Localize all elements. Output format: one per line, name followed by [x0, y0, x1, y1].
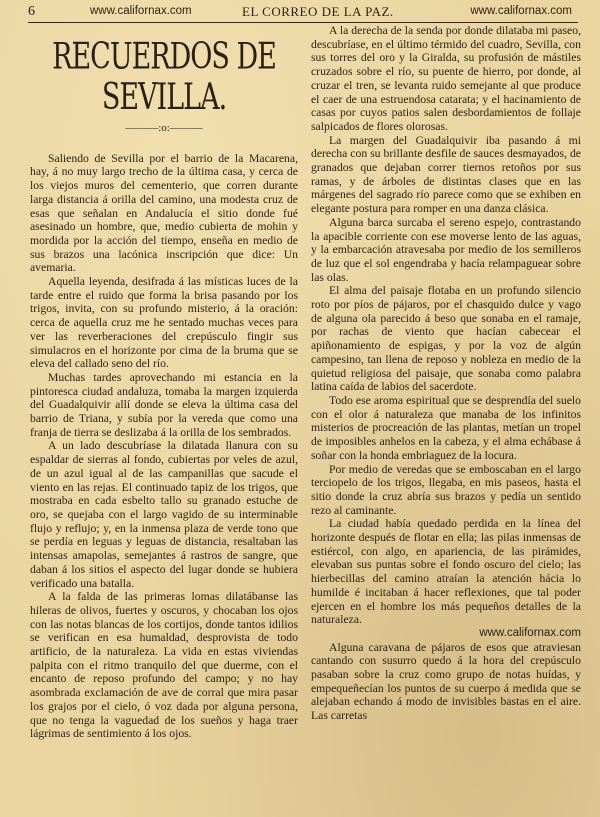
paragraph: Alguna barca surcaba el sereno espejo, contrastando la apacible corriente con ese moverse lento de las aguas, y la embarcación atravesaba por medio de los semilleros de luz que el sol engendraba y hacía relampaguear sobre las olas.	[311, 215, 581, 284]
left-column	[30, 24, 298, 741]
paragraph: Muchas tardes aprovechando mi estancia en la pintoresca ciudad andaluza, tomaba la margen izquierda del Guadalquivir allí donde se eleva la última casa del barrio de Triana, y subía por la vereda que como una franja de tierra se deslizaba á la orilla de los sembrados.	[30, 370, 298, 439]
watermark-url: www.californax.com	[479, 626, 581, 639]
article-title: RECUERDOS DE SEVILLA.	[52, 36, 276, 119]
header-url-left: www.californax.com	[90, 5, 192, 17]
paragraph: El alma del paisaje flotaba en un profundo silencio roto por píos de pájaros, por el chasquido dulce y vago de alguna ola parecido á beso que sonaba en el ramaje, por rachas de viento que hacían cabecear el apiñonamiento de espigas, y por la voz de algún campesino, tan llena de reposo y nobleza en medio de la quietud religiosa del paisaje, que sonaba como palabra latina caída de labios del sacerdote.	[311, 284, 581, 394]
header-rule	[28, 22, 578, 23]
right-column	[311, 24, 581, 723]
paragraph: A la derecha de la senda por donde dilataba mi paseo, descubríase, en el último térmido del cuadro, Sevilla, con sus torres del oro y la Giralda, su profusión de mástiles cruzados sobre el río, su puente de hierro, por donde, al cruzar el tren, se levanta ruido semejante al que produce el caer de una estruendosa catarata; y el hacinamiento de casas por cuyos patios salen desbordamientos de follaje salpicados de flores olorosas.	[311, 24, 581, 133]
paragraph: Alguna caravana de pájaros de esos que atraviesan cantando con susurro quedo á la hora del crepúsculo pasaban sobre la cruz como grupo de notas huídas, y empequeñecían los puntos de su cuerpo á medida que se alejaban echando á modo de invisibles bastas en el aire. Las carretas	[311, 640, 581, 723]
page-number: 6	[28, 4, 35, 19]
paragraph: La margen del Guadalquivir iba pasando á mi derecha con su brillante desfile de sauces desmayados, de granados que dejaban correr tiernos retoños por sus ramas, y de árboles de distintas clases que en las márgenes del sagrado río parece como que se exhiben en elegante postura para romper en una danza clásica.	[311, 133, 581, 216]
paragraph: La ciudad había quedado perdida en la línea del horizonte después de flotar en ella; las pilas inmensas de estiércol, con algo, en apariencia, de las pirámides, elevaban sus puntas sobre el fondo oscuro del cielo; las hierbecillas del camino atraían la atención hácia lo humilde é incitaban á hacer reflexiones, que tal poder ejercen en el hombre los más pequeños detalles de la naturaleza.	[311, 517, 581, 627]
header-url-right: www.californax.com	[470, 5, 572, 17]
page-header	[28, 4, 572, 22]
newspaper-name: EL CORREO DE LA PAZ.	[242, 4, 394, 19]
paragraph: A un lado descubríase la dilatada llanura con su espaldar de sierras al fondo, cubiertas por veles de azul, de un azul igual al de las campanillas que sacude el viento en las rejas. El continuado tapiz de los trigos, que mostraba en cada esbelto tallo su granado estuche de oro, se quejaba con el largo vagido de su interminable flujo y reflujo; y, en la inmensa plaza de verde tono que se perdía en leguas y leguas de distancia, resaltaban las intensas amapolas, semejantes á rastros de sangre, que daban á los sitios el aspecto del lugar donde se hubiera verificado una batalla.	[30, 439, 298, 590]
paragraph: Por medio de veredas que se emboscaban en el largo terciopelo de los trigos, llegaba, en mis paseos, hasta el sitio donde la cruz abría sus brazos y pedía un sentido rezo al caminante.	[311, 462, 581, 517]
title-ornament: ———:o:———	[125, 122, 203, 134]
paragraph: A la falda de las primeras lomas dilatábanse las hileras de olivos, fuertes y oscuros, y chocaban los ojos con las notas blancas de los cortijos, donde tantos idilios se verifican en esa humaldad, desprovista de todo artificio, de la naturaleza. La vida en estas viviendas palpita con el ritmo tranquilo del que duerme, con el encanto de reposo profundo del campo; y no hay asombrada exclamación de ave de corral que mira pasar los grajos por el cielo, ó voz dada por alguna persona, que no tenga la vaguedad de los sueños y haga traer lágrimas de sentimiento á los ojos.	[30, 590, 298, 741]
paragraph: Aquella leyenda, desifrada á las místicas luces de la tarde entre el ruido que forma la brisa pasando por los trigos, invita, con su profundo misterio, á la oración: cerca de aquella cruz me he sentado muchas veces para ver las reverberaciones del crepúsculo fingir sus simulacros en el horizonte por cima de la bruma que se eleva del callado seno del río.	[30, 275, 298, 371]
paragraph: Todo ese aroma espiritual que se desprendía del suelo con el olor á naturaleza que manaba de los infinitos misterios de procreación de las plantas, metían un tropel de imposibles anhelos en la cabeza, y el alma echábase á soñar con la honda embriaguez de la locura.	[311, 393, 581, 462]
paragraph: Saliendo de Sevilla por el barrio de la Macarena, hay, á no muy largo trecho de la última casa, y cerca de los viejos muros del cementerio, que corren durante larga distancia á orilla del camino, una modesta cruz de esas que señalan en Andalucía el sitio donde fué asesinado un hombre, que, medio cubierta de mohin y mordida por la acción del tiempo, enseña en medio de sus brazos una lacónica inscripción que dice: Un avemaria.	[30, 151, 298, 275]
